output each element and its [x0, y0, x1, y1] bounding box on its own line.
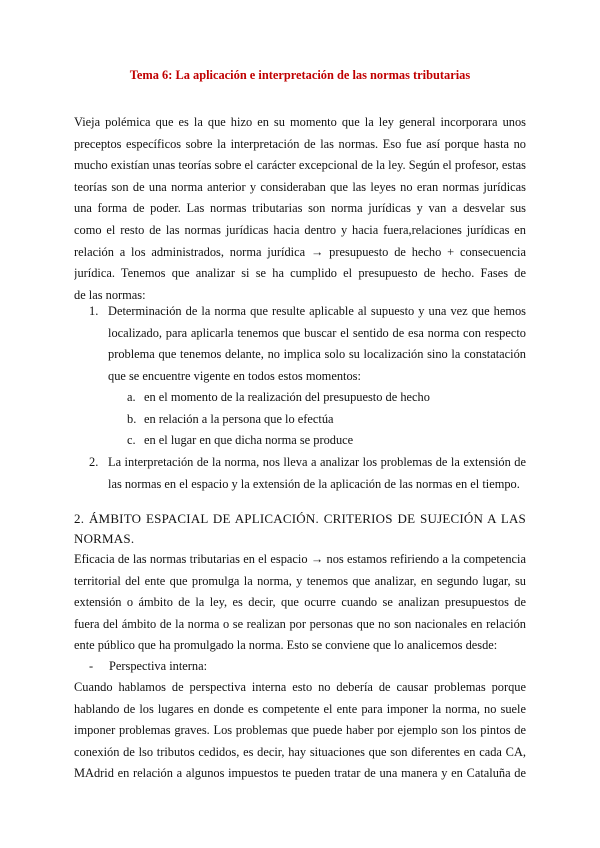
intro-paragraph [74, 112, 526, 306]
intro-line: relación a los administrados, norma jurídica → presupuesto de hecho + consecuencia [74, 244, 526, 259]
perspective-line: Cuando hablamos de perspectiva interna esto no debería de causar problemas porque [74, 680, 526, 694]
perspective-line: conexión de lso tributos cedidos, es decir, hay situaciones que son diferentes en cada CA, [74, 744, 526, 759]
section-line: Eficacia de las normas tributarias en el espacio → nos estamos refiriendo a la competencia [74, 552, 526, 566]
perspective-line: MAdrid en relación a algunos impuestos te pueden tratar de una manera y en Cataluña de [74, 766, 526, 781]
intro-line: de las normas: [74, 287, 146, 302]
perspective-line: hablando de los lugares en donde es competente el ente para imponer la norma, no suele [74, 701, 526, 716]
phase-item [108, 301, 526, 387]
subitem-text: en el momento de la realización del presupuesto de hecho [144, 390, 430, 404]
phase-number: 2. [89, 455, 99, 469]
phase-line: problema que tenemos delante, no implica solo su localización sino la constatación [108, 347, 526, 362]
intro-line: teorías son de una norma anterior y consideraban que las leyes no eran normas jurídicas [74, 179, 526, 194]
phase-line: La interpretación de la norma, nos lleva a analizar los problemas de la extensión de [108, 455, 526, 469]
subitem-text: en relación a la persona que lo efectúa [144, 411, 334, 426]
document-title: Tema 6: La aplicación e interpretación de las normas tributarias [129, 68, 471, 82]
perspective-paragraph [74, 677, 526, 785]
phase-line: localizado, para aplicarla tenemos que buscar el sentido de esa norma con respecto [108, 325, 526, 340]
section-line: fuera del ámbito de la norma o se realizan por personas que no son nacionales en relación [74, 616, 526, 631]
section-heading [74, 509, 526, 549]
section-heading-line: NORMAS. [74, 531, 135, 546]
perspective-item: Perspectiva interna: [109, 659, 208, 673]
intro-line: jurídica. Tenemos que analizar si se ha cumplido el presupuesto de hecho. Fases de [74, 266, 526, 281]
intro-line: como el resto de las normas jurídicas hacia dentro y hacia fuera,relaciones jurídicas en [74, 222, 526, 237]
phase-line: las normas en el espacio y la extensión de la aplicación de las normas en el tiempo. [108, 476, 520, 491]
intro-line: una forma de poder. Las normas tributarias son norma jurídicas y van a desvelar sus [74, 201, 526, 216]
bullet-dash: - [89, 659, 94, 673]
subitem-letter: c. [127, 433, 136, 448]
section-heading-line: 2. ÁMBITO ESPACIAL DE APLICACIÓN. CRITERIOS DE SUJECIÓN A LAS [74, 511, 526, 526]
subitem-letter: b. [127, 411, 137, 426]
intro-line: mucho existían unas teorías sobre el carácter excepcional de la ley. Según el profesor, estas [74, 158, 526, 173]
section-line: territorial del ente que promulga la norma, y tenemos que analizar, en segundo lugar, su [74, 573, 526, 588]
phase-number: 1. [89, 304, 99, 318]
section-line: extensión o ámbito de la ley, es decir, que ocurre cuando se analizan presupuestos de [74, 595, 526, 610]
section-line: ente público que ha promulgado la norma. Esto se conviene que lo analicemos desde: [74, 638, 498, 653]
phase-item [108, 452, 526, 495]
phase-line: que se encuentre vigente en todos estos momentos: [108, 368, 361, 383]
phase-line: Determinación de la norma que resulte aplicable al supuesto y una vez que hemos [108, 304, 526, 318]
subitem-letter: a. [127, 390, 136, 404]
intro-line: preceptos específicos sobre la interpretación de las normas. Eso fue así porque hasta no [74, 136, 526, 151]
subitem-text: en el lugar en que dicha norma se produce [144, 433, 354, 448]
section-paragraph [74, 549, 526, 657]
intro-line: Vieja polémica que es la que hizo en su momento que la ley general incorporara unos [74, 115, 526, 129]
perspective-line: imponer problemas graves. Los problemas que puede haber por ejemplo son los pintos de [74, 723, 526, 738]
